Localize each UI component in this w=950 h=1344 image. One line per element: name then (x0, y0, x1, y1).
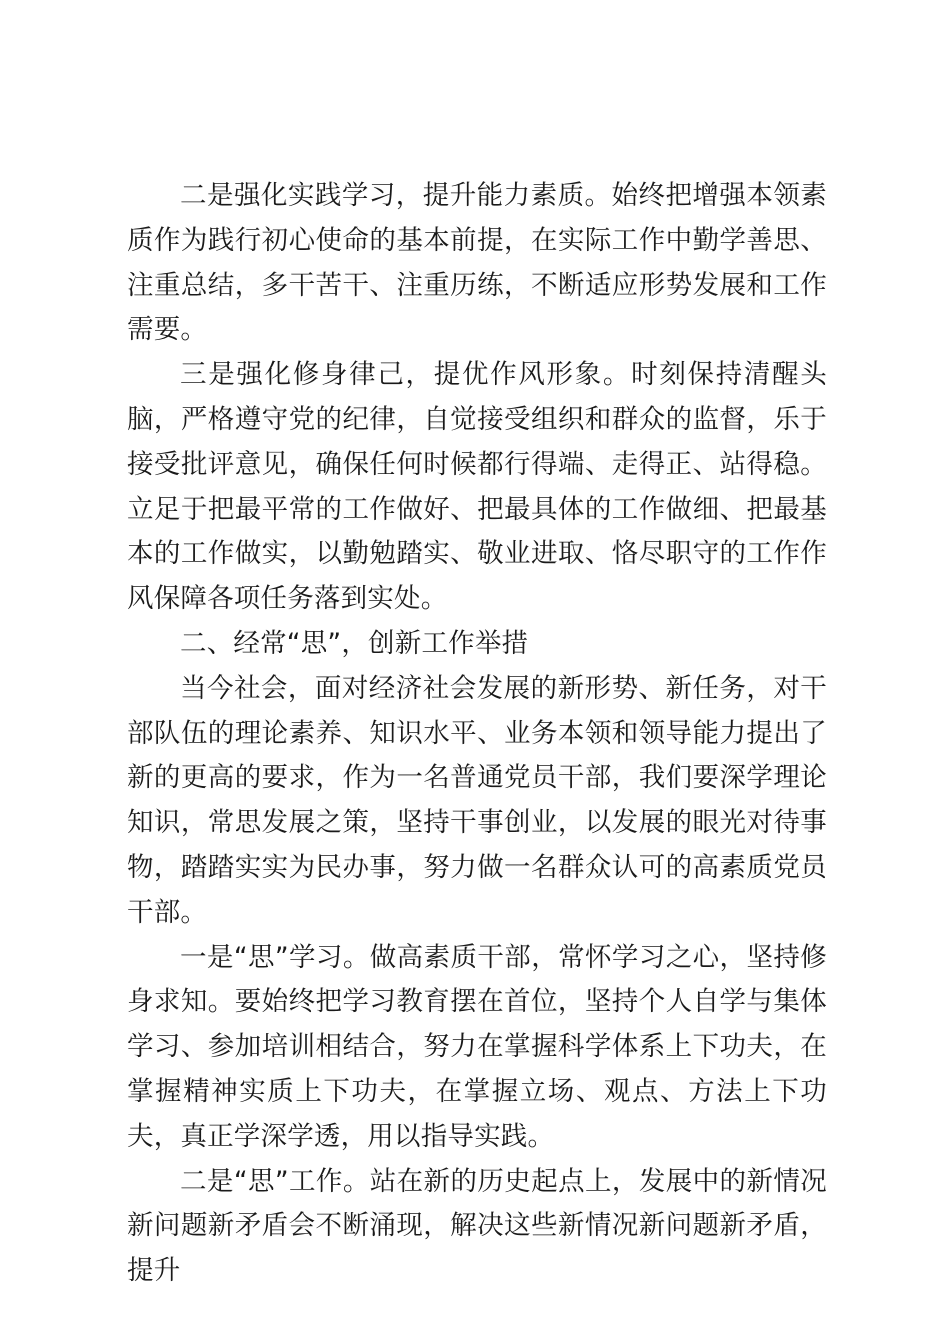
paragraph-practice-study: 二是强化实践学习，提升能力素质。始终把增强本领素质作为践行初心使命的基本前提，在实际工作中勤学善思、注重总结，多干苦干、注重历练，不断适应形势发展和工作需要。 (127, 180, 827, 346)
paragraph-current-society: 当今社会，面对经济社会发展的新形势、新任务，对干部队伍的理论素养、知识水平、业务本领和领导能力提出了新的更高的要求，作为一名普通党员干部，我们要深学理论知识，常思发展之策，坚持干事创业，以发展的眼光对待事物，踏踏实实为民办事，努力做一名群众认可的高素质党员干部。 (127, 672, 827, 928)
section-heading-think: 二、经常“思”，创新工作举措 (180, 627, 529, 659)
paragraph-self-discipline: 三是强化修身律己，提优作风形象。时刻保持清醒头脑，严格遵守党的纪律，自觉接受组织和群众的监督，乐于接受批评意见，确保任何时候都行得端、走得正、站得稳。立足于把最平常的工作做好、把最具体的工作做细、把最基本的工作做实，以勤勉踏实、敬业进取、恪尽职守的工作作风保障各项任务落到实处。 (127, 359, 827, 615)
document-body (127, 174, 827, 1294)
paragraph-think-work: 二是“思”工作。站在新的历史起点上，发展中的新情况新问题新矛盾会不断涌现，解决这些新情况新问题新矛盾，提升 (127, 1165, 827, 1287)
paragraph-think-learning: 一是“思”学习。做高素质干部，常怀学习之心，坚持修身求知。要始终把学习教育摆在首位，坚持个人自学与集体学习、参加培训相结合，努力在掌握科学体系上下功夫，在掌握精神实质上下功夫，在掌握立场、观点、方法上下功夫，真正学深学透，用以指导实践。 (127, 941, 827, 1152)
